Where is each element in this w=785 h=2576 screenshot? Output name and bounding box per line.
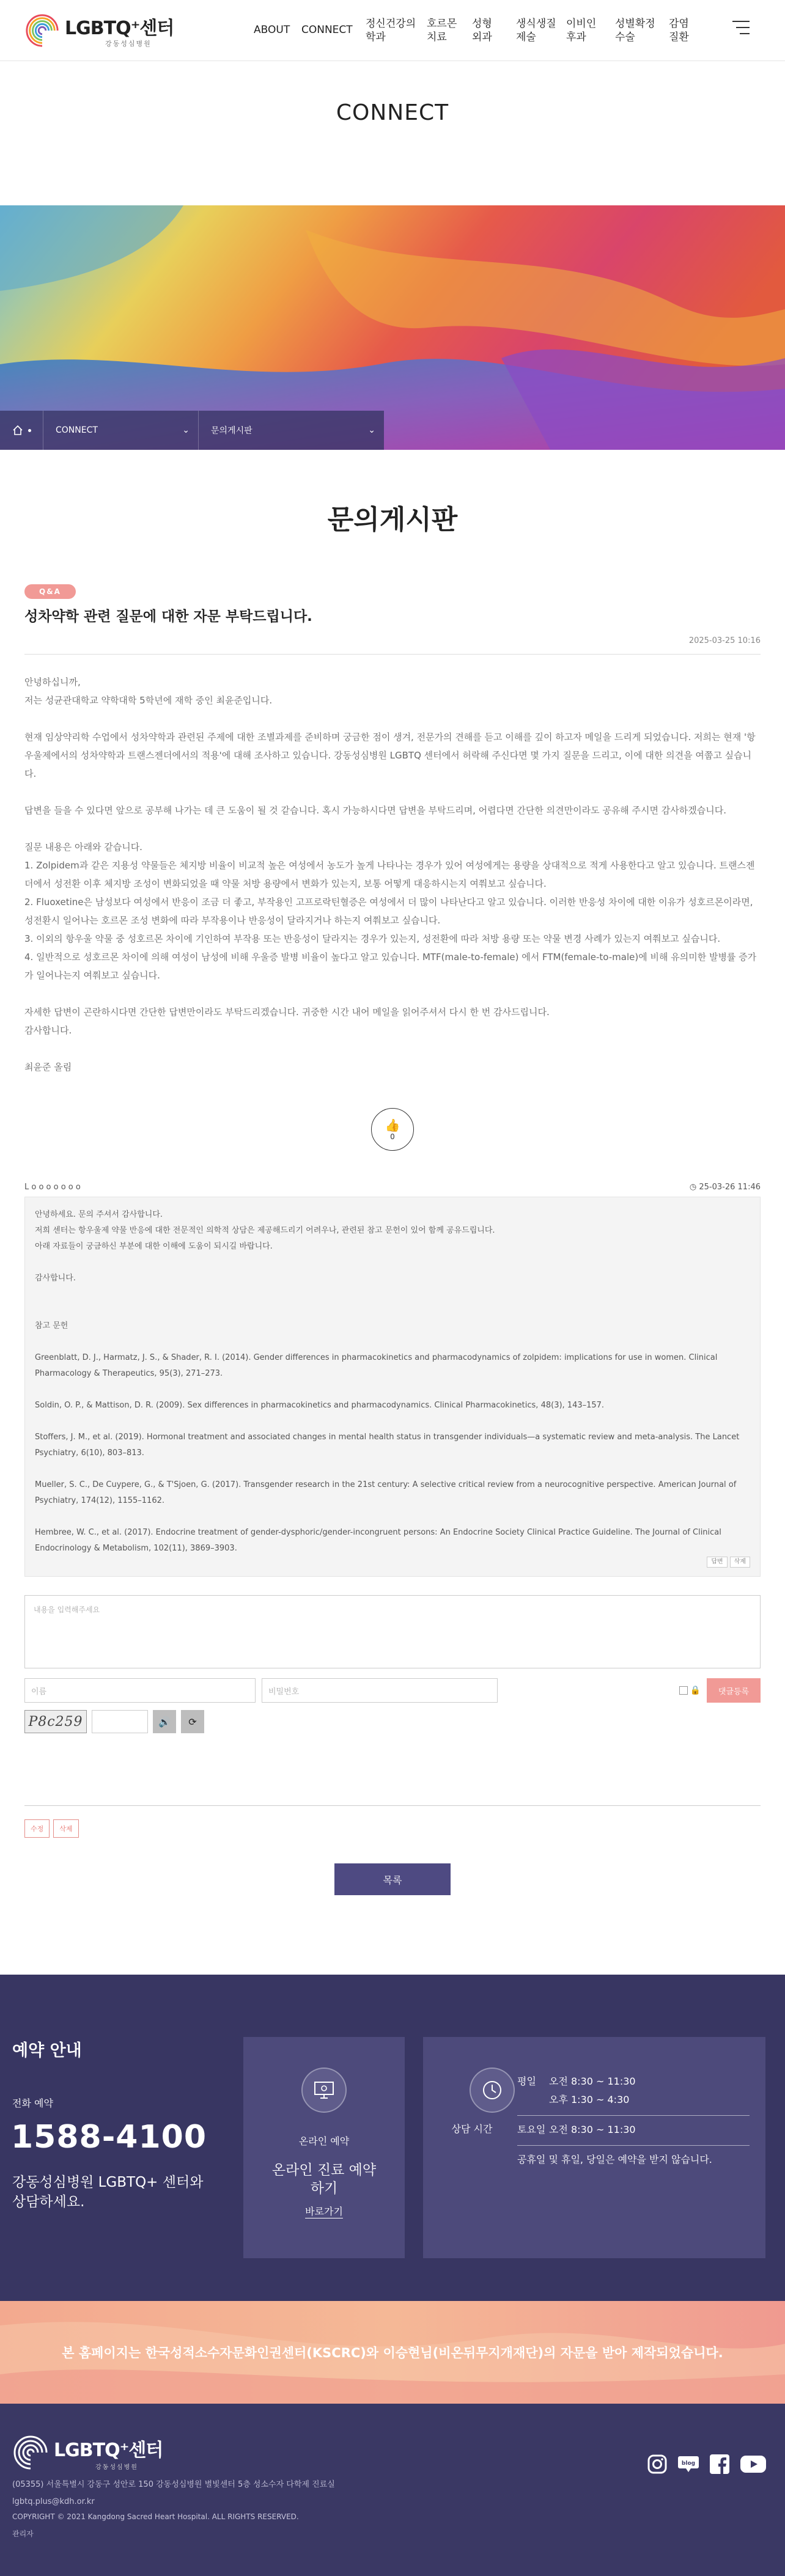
breadcrumb-level2[interactable] <box>198 411 384 450</box>
answer-body <box>35 1207 750 1557</box>
post-paragraph: 현재 임상약리학 수업에서 성차약학과 관련된 주제에 대한 조별과제를 준비하며 궁금한 점이 생겨, 전문가의 견해를 듣고 이해를 깊이 하고자 메일을 드리게 되었습니다. 저희는 현재 '항우울제에서의 성차약학과 트랜스젠더에서의 적용'에 대해 조사하고 있습니다. 강동성심병원 LGBTQ 센터에서 허락해 주신다면 몇 가지 질문을 드리고, 이에 대한 의견을 여쭙고 싶습니다. <box>24 732 756 779</box>
lock-icon: 🔒 <box>690 1686 701 1695</box>
instagram-icon[interactable] <box>647 2454 668 2475</box>
saturday-time: 오전 8:30 ~ 11:30 <box>549 2124 636 2135</box>
answer-paragraph <box>35 1509 750 1525</box>
delete-button[interactable]: 삭제 <box>53 1819 78 1838</box>
nav-psychiatry[interactable]: 정신건강의 학과 <box>366 18 416 43</box>
youtube-icon[interactable] <box>740 2454 767 2474</box>
site-footer <box>0 2404 785 2576</box>
captcha-input[interactable] <box>92 1710 148 1733</box>
weekday-am: 오전 8:30 ~ 11:30 <box>549 2075 636 2087</box>
answer-box <box>24 1197 761 1577</box>
online-title: 온라인 진료 예약하기 <box>271 2162 377 2196</box>
post-paragraph: 2. Fluoxetine은 남성보다 여성에서 반응이 조금 더 좋고, 부작용인 고프로락틴혈증은 여성에서 더 많이 나타난다고 알고 있습니다. 이러한 반응성 차이에 대한 이유가 성호르몬이라면, 성전환시 일어나는 호르몬 조성 변화에 따라 부작용이나 반응성이 달라지거나 하는지 여쭤보고 싶습니다. <box>24 897 753 926</box>
post-paragraph <box>24 1040 761 1058</box>
online-link[interactable]: 바로가기 <box>305 2206 343 2217</box>
chevron-down-icon: ⌄ <box>182 425 190 435</box>
blog-icon[interactable] <box>677 2455 699 2473</box>
nav-plastic-surgery[interactable]: 성형 외과 <box>472 18 492 43</box>
footer-logo[interactable] <box>12 2434 163 2471</box>
post-paragraph <box>24 783 761 801</box>
post-view <box>24 584 761 1895</box>
thumbs-up-icon: 👍 <box>385 1118 400 1132</box>
captcha-image: P8c259 <box>24 1710 87 1733</box>
social-links <box>647 2454 767 2475</box>
logo-rainbow-icon <box>12 2434 49 2471</box>
like-count: 0 <box>390 1132 395 1141</box>
answer-paragraph: 감사합니다. <box>35 1274 76 1283</box>
answer-paragraph <box>35 1302 750 1318</box>
post-paragraph <box>24 820 761 838</box>
answer-paragraph <box>35 1286 750 1302</box>
speaker-icon[interactable]: 🔊 <box>153 1710 176 1733</box>
breadcrumb-level2-label: 문의게시판 <box>211 426 252 436</box>
footer-address: (05355) 서울특별시 강동구 성안로 150 강동성심병원 별빛센터 5층 성소수자 다학제 진료실 <box>12 2480 335 2489</box>
secret-checkbox[interactable] <box>679 1686 701 1695</box>
reservation-section <box>0 1975 785 2301</box>
logo-subtitle: 강동성심병원 <box>105 39 152 48</box>
main-nav <box>254 17 706 44</box>
svg-text:blog: blog <box>681 2460 696 2467</box>
post-paragraph: 자세한 답변이 곤란하시다면 간단한 답변만이라도 부탁드리겠습니다. 귀중한 시간 내어 메일을 읽어주셔서 다시 한 번 감사드립니다. <box>24 1007 550 1018</box>
post-paragraph: 저는 성균관대학교 약학대학 5학년에 재학 중인 최윤준입니다. <box>24 695 273 706</box>
facebook-icon[interactable] <box>709 2454 730 2475</box>
consult-hours-card <box>423 2037 765 2258</box>
footer-email[interactable]: lgbtq.plus@kdh.or.kr <box>12 2497 95 2506</box>
post-body <box>24 655 761 1076</box>
phone-label: 전화 예약 <box>12 2097 53 2109</box>
nav-hormone[interactable]: 호르몬 치료 <box>427 18 457 43</box>
post-paragraph: 안녕하십니까, <box>24 677 81 688</box>
logo-title: LGBTQ⁺센터 <box>65 17 174 39</box>
answer-paragraph <box>35 1382 750 1398</box>
post-paragraph: 4. 일반적으로 성호르몬 차이에 의해 여성이 남성에 비해 우울증 발병 비율이 높다고 알고 있습니다. MTF(male-to-female) 에서 FTM(female-to-male)에 비해 유의미한 발병률 증가가 일어나는지 여쭤보고 싶습니다. <box>24 952 757 981</box>
breadcrumb <box>0 411 384 450</box>
answer-paragraph <box>35 1255 750 1271</box>
answer-delete-button[interactable]: 삭제 <box>730 1557 750 1568</box>
phone-number[interactable]: 1588-4100 <box>11 2119 207 2156</box>
answer-paragraph: Soldin, O. P., & Mattison, D. R. (2009). Sex differences in pharmacokinetics and pharmacodynamics. Clinical Pharmacokinetics, 48(3), 143–157. <box>35 1401 605 1410</box>
answer-paragraph <box>35 1414 750 1429</box>
online-reservation-card[interactable] <box>243 2037 405 2258</box>
answer-header <box>24 1183 761 1192</box>
post-paragraph: 감사합니다. <box>24 1025 72 1036</box>
hours-label: 상담 시간 <box>451 2123 493 2135</box>
nav-infection[interactable]: 감염 질환 <box>669 18 689 43</box>
logo-rainbow-icon <box>24 13 60 48</box>
answer-paragraph <box>35 1334 750 1350</box>
nav-about[interactable]: ABOUT <box>254 24 290 36</box>
post-title: 성차약학 관련 질문에 대한 자문 부탁드립니다. <box>24 609 312 625</box>
comment-name-input[interactable]: 이름 <box>24 1678 256 1703</box>
breadcrumb-level1[interactable] <box>43 411 198 450</box>
answer-paragraph: Hembree, W. C., et al. (2017). Endocrine treatment of gender-dysphoric/gender-incongruent persons: An Endocrine Society Clinical Practice Guideline. The Journal of Clinical Endocrinology & Metabolism, 102(11), 3869–3903. <box>35 1528 721 1553</box>
edit-button[interactable]: 수정 <box>24 1819 50 1838</box>
saturday-label: 토요일 <box>517 2124 546 2135</box>
post-paragraph <box>24 710 761 728</box>
post-paragraph: 3. 이외의 항우울 약물 중 성호르몬 차이에 기인하여 부작용 또는 반응성이 달라지는 경우가 있는지, 성전환에 따라 처방 용량 또는 약물 변경 사례가 있는지 여쭤보고 싶습니다. <box>24 933 721 944</box>
answer-paragraph: Stoffers, J. M., et al. (2019). Hormonal treatment and associated changes in mental health status in transgender individuals—a systematic review and meta-analysis. The Lancet Psychiatry, 6(10), 803–813. <box>35 1433 740 1458</box>
nav-gender-surgery[interactable]: 성별확정 수술 <box>615 18 655 43</box>
answer-paragraph: 안녕하세요. 문의 주셔서 감사합니다. <box>35 1210 163 1219</box>
post-date: 2025-03-25 10:16 <box>24 636 761 655</box>
chevron-down-icon: ⌄ <box>368 425 375 435</box>
like-button[interactable] <box>371 1108 414 1151</box>
board-title: 문의게시판 <box>327 504 458 535</box>
site-logo[interactable] <box>24 13 174 48</box>
post-paragraph <box>24 985 761 1003</box>
comment-password-input[interactable]: 비밀번호 <box>262 1678 498 1703</box>
weekday-label: 평일 <box>517 2075 536 2087</box>
hours-table <box>517 2072 750 2169</box>
reservation-desc: 강동성심병원 LGBTQ+ 센터와 상담하세요. <box>12 2174 204 2210</box>
answer-paragraph: 참고 문헌 <box>35 1321 68 1330</box>
post-paragraph: 질문 내용은 아래와 같습니다. <box>24 842 142 853</box>
advisory-banner <box>0 2301 785 2404</box>
divider <box>24 1805 761 1806</box>
holiday-note: 공휴일 및 휴일, 당일은 예약을 받지 않습니다. <box>517 2154 712 2165</box>
category-badge: Q&A <box>24 584 76 599</box>
comment-register-button[interactable]: 댓글등록 <box>707 1678 761 1703</box>
post-paragraph: 답변을 들을 수 있다면 앞으로 공부해 나가는 데 큰 도움이 될 것 같습니다. 혹시 가능하시다면 답변을 부탁드리며, 어렵다면 간단한 의견만이라도 공유해 주시면 감사하겠습니다. <box>24 805 726 816</box>
answer-paragraph: 저희 센터는 항우울제 약물 반응에 대한 전문적인 의학적 상담은 제공해드리기 어려우나, 관련된 참고 문헌이 있어 함께 공유드립니다. <box>35 1226 495 1235</box>
monitor-icon <box>301 2068 347 2113</box>
banner-text: 본 홈페이지는 한국성적소수자문화인권센터(KSCRC)와 이승현님(비온뒤무지개재단)의 자문을 받아 제작되었습니다. <box>62 2346 723 2360</box>
home-icon[interactable] <box>0 425 43 436</box>
post-paragraph: 1. Zolpidem과 같은 지용성 약물들은 체지방 비율이 비교적 높은 여성에서 농도가 높게 나타나는 경우가 있어 여성에게는 용량을 상대적으로 적게 사용한다고 알고 있습니다. 트랜스젠더에서 성전환 이후 체지방 조성이 변화되었을 때 약물 처방 용량에서 변화가 있는지, 보통 어떻게 대응하시는지 여쭤보고 싶습니다. <box>24 860 755 889</box>
answer-paragraph: 아래 자료들이 궁금하신 부분에 대한 이해에 도움이 되시길 바랍니다. <box>35 1242 273 1251</box>
nav-ent[interactable]: 이비인 후과 <box>566 18 597 43</box>
page-title: CONNECT <box>336 100 449 125</box>
refresh-icon[interactable]: ⟳ <box>181 1710 204 1733</box>
breadcrumb-level1-label: CONNECT <box>56 425 98 435</box>
hero-banner <box>0 205 785 450</box>
answer-paragraph <box>35 1461 750 1477</box>
online-label: 온라인 예약 <box>298 2135 350 2147</box>
footer-logo-title: LGBTQ⁺센터 <box>54 2439 163 2461</box>
answer-paragraph: Greenblatt, D. J., Harmatz, J. S., & Shader, R. I. (2014). Gender differences in pharmacokinetics and pharmacodynamics of zolpidem: implications for use in women. Clinical Pharmacology & Therapeutics, 95(3), 271–273. <box>35 1353 718 1378</box>
answer-date: ◷ 25-03-26 11:46 <box>689 1183 761 1192</box>
site-header <box>0 0 785 61</box>
post-paragraph: 최윤준 올림 <box>24 1062 72 1073</box>
reservation-heading: 예약 안내 <box>12 2041 82 2060</box>
footer-logo-subtitle: 강동성심병원 <box>95 2464 138 2471</box>
footer-copyright: COPYRIGHT © 2021 Kangdong Sacred Heart Hospital. ALL RIGHTS RESERVED. <box>12 2512 299 2521</box>
nav-connect[interactable]: CONNECT <box>301 24 353 36</box>
weekday-pm: 오후 1:30 ~ 4:30 <box>549 2094 630 2105</box>
comment-textarea[interactable]: 내용을 입력해주세요 <box>24 1595 761 1668</box>
answer-reply-button[interactable]: 답변 <box>707 1557 727 1568</box>
answer-paragraph: Mueller, S. C., De Cuypere, G., & T'Sjoen, G. (2017). Transgender research in the 21st century: A selective critical review from a neurocognitive perspective. American Journal of Psychiatry, 174(12), 1155–1162. <box>35 1480 737 1505</box>
nav-reproductive[interactable]: 생식생질 제술 <box>516 18 556 43</box>
menu-icon[interactable] <box>732 21 750 39</box>
admin-link[interactable]: 관리자 <box>12 2530 34 2538</box>
clock-icon <box>470 2068 515 2113</box>
list-button[interactable]: 목록 <box>334 1863 451 1895</box>
answer-author: L o o o o o o o <box>24 1183 81 1192</box>
